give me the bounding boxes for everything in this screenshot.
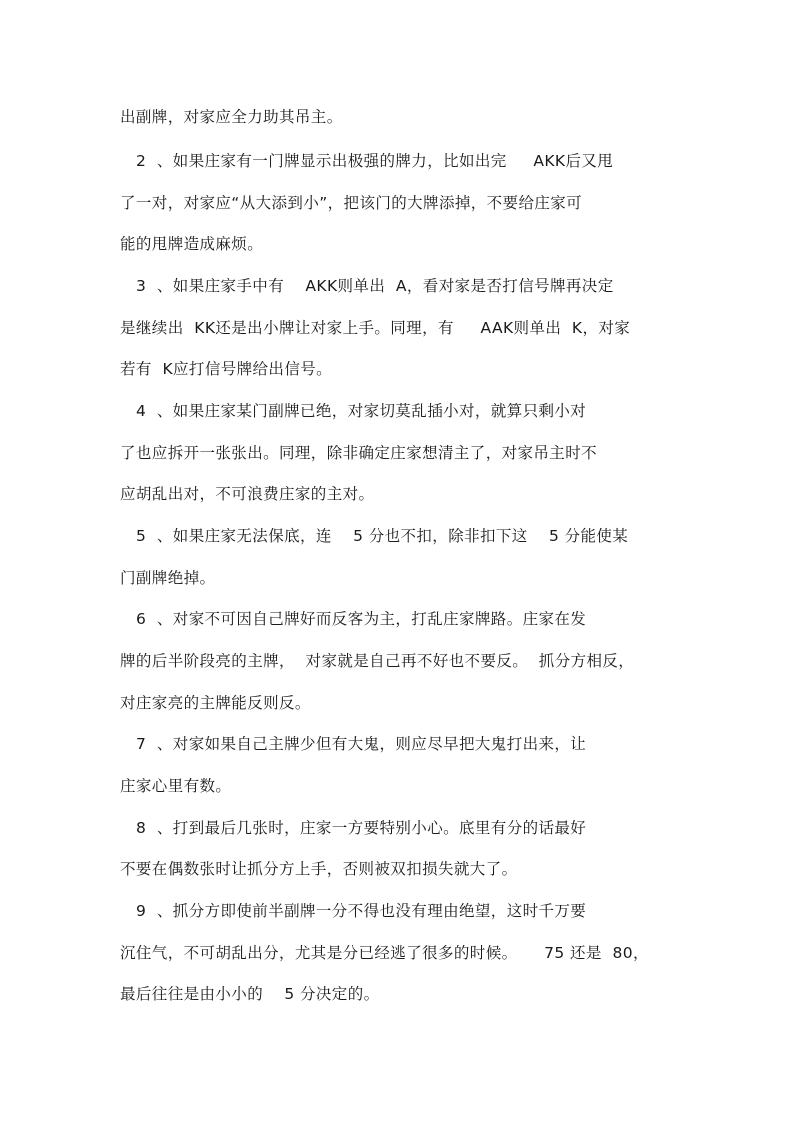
text-line: 9 、抓分方即使前半副牌一分不得也没有理由绝望，这时千万要 (120, 902, 587, 920)
text-line: 7 、对家如果自己主牌少但有大鬼，则应尽早把大鬼打出来，让 (120, 735, 587, 753)
text-line: 出副牌，对家应全力助其吊主。 (120, 108, 343, 126)
text-line: 5 、如果庄家无法保底，连 5 分也不扣，除非扣下这 5 分能使某 (120, 527, 629, 545)
text-line: 庄家心里有数。 (120, 777, 232, 795)
text-line: 了一对，对家应“从大添到小”，把该门的大牌添掉，不要给庄家可 (120, 194, 583, 212)
text-line: 门副牌绝掉。 (120, 569, 216, 587)
text-line: 不要在偶数张时让抓分方上手，否则被双扣损失就大了。 (120, 860, 518, 878)
text-line: 牌的后半阶段亮的主牌， 对家就是自己再不好也不要反。 抓分方相反， (120, 652, 635, 670)
text-line: 若有 K应打信号牌给出信号。 (120, 360, 333, 378)
text-line: 最后往往是由小小的 5 分决定的。 (120, 985, 380, 1003)
text-line: 3 、如果庄家手中有 AKK则单出 A，看对家是否打信号牌再决定 (120, 277, 614, 295)
text-line: 对庄家亮的主牌能反则反。 (120, 694, 311, 712)
text-line: 8 、打到最后几张时，庄家一方要特别小心。底里有分的话最好 (120, 819, 587, 837)
text-line: 应胡乱出对，不可浪费庄家的主对。 (120, 485, 375, 503)
text-line: 沉住气，不可胡乱出分，尤其是分已经逃了很多的时候。 75 还是 80， (120, 944, 649, 962)
text-line: 是继续出 KK还是出小牌让对家上手。同理，有 AAK则单出 K，对家 (120, 319, 631, 337)
text-line: 能的甩牌造成麻烦。 (120, 235, 264, 253)
text-line: 2 、如果庄家有一门牌显示出极强的牌力，比如出完 AKK后又甩 (120, 152, 614, 170)
text-line: 6 、对家不可因自己牌好而反客为主，打乱庄家牌路。庄家在发 (120, 610, 587, 628)
text-line: 了也应拆开一张张出。同理，除非确定庄家想清主了，对家吊主时不 (120, 444, 598, 462)
text-line: 4 、如果庄家某门副牌已绝，对家切莫乱插小对，就算只剩小对 (120, 402, 587, 420)
